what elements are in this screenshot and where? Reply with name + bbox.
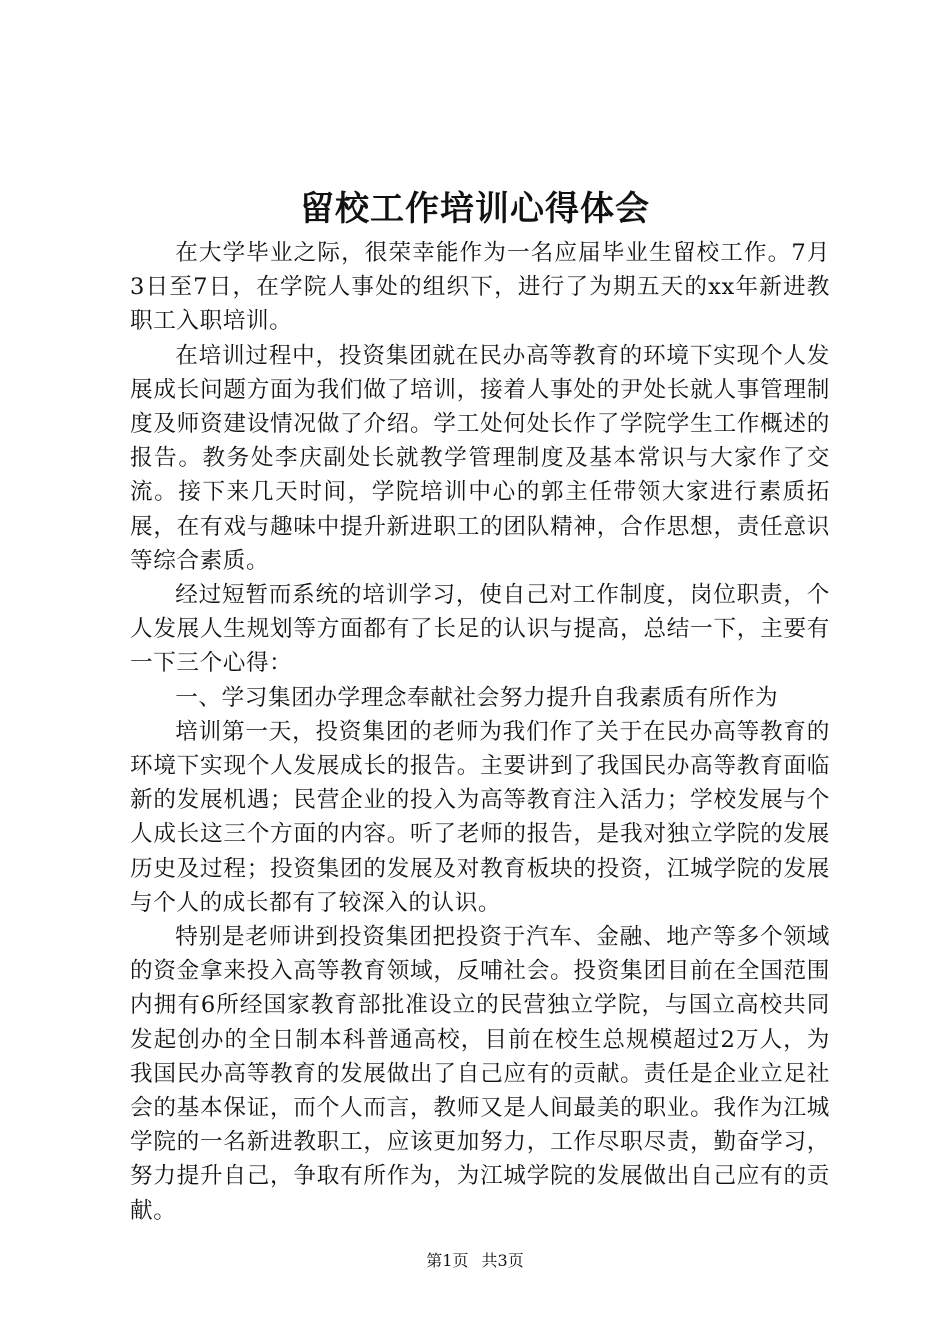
- paragraph-3: 经过短暂而系统的培训学习，使自己对工作制度，岗位职责，个人发展人生规划等方面都有了长足的认识与提高，总结一下，主要有一下三个心得：: [130, 582, 830, 677]
- paragraph-1: 在大学毕业之际，很荣幸能作为一名应届毕业生留校工作。7月3日至7日，在学院人事处的组织下，进行了为期五天的xx年新进教职工入职培训。: [130, 240, 830, 335]
- page-number: 第1页: [426, 1251, 469, 1270]
- section-heading-1: 一、学习集团办学理念奉献社会努力提升自我素质有所作为: [175, 684, 779, 711]
- paragraph-5: 特别是老师讲到投资集团把投资于汽车、金融、地产等多个领域的资金拿来投入高等教育领域，反哺社会。投资集团目前在全国范围内拥有6所经国家教育部批准设立的民营独立学院，与国立高校共同发起创办的全日制本科普通高校，目前在校生总规模超过2万人，为我国民办高等教育的发展做出了自己应有的贡献。责任是企业立足社会的基本保证，而个人而言，教师又是人间最美的职业。我作为江城学院的一名新进教职工，应该更加努力，工作尽职尽责，勤奋学习，努力提升自己，争取有所作为，为江城学院的发展做出自己应有的贡献。: [130, 924, 830, 1224]
- page-total: 共3页: [481, 1251, 524, 1270]
- page-footer: [0, 1250, 950, 1272]
- document-body: [130, 236, 830, 1228]
- paragraph-2: 在培训过程中，投资集团就在民办高等教育的环境下实现个人发展成长问题方面为我们做了培训，接着人事处的尹处长就人事管理制度及师资建设情况做了介绍。学工处何处长作了学院学生工作概述的报告。教务处李庆副处长就教学管理制度及基本常识与大家作了交流。接下来几天时间，学院培训中心的郭主任带领大家进行素质拓展，在有戏与趣味中提升新进职工的团队精神，合作思想，责任意识等综合素质。: [130, 342, 830, 574]
- paragraph-4: 培训第一天，投资集团的老师为我们作了关于在民办高等教育的环境下实现个人发展成长的报告。主要讲到了我国民办高等教育面临新的发展机遇；民营企业的投入为高等教育注入活力；学校发展与个人成长这三个方面的内容。听了老师的报告，是我对独立学院的发展历史及过程；投资集团的发展及对教育板块的投资，江城学院的发展与个人的成长都有了较深入的认识。: [130, 718, 830, 916]
- document-title: 留校工作培训心得体会: [300, 189, 650, 229]
